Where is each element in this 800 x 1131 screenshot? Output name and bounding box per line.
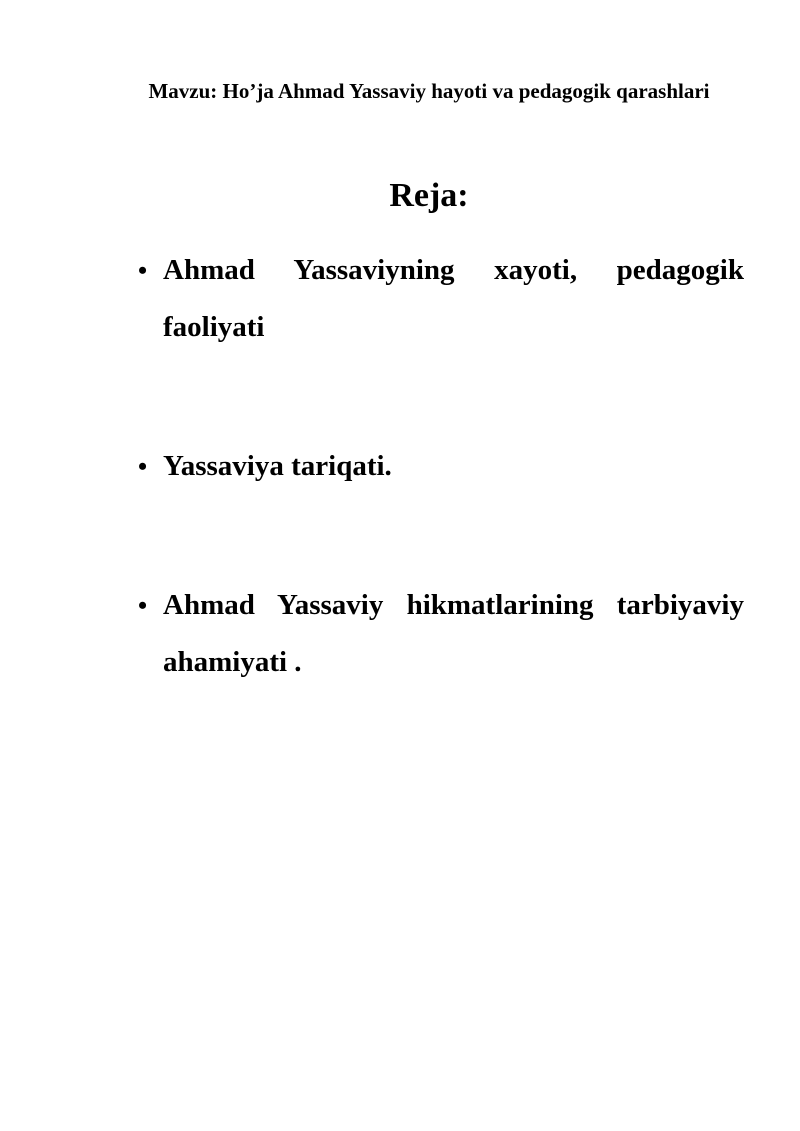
plan-list [134, 242, 744, 691]
list-item [134, 438, 744, 495]
bullet-icon: • [138, 256, 148, 285]
list-item-text: Yassaviya tariqati. [163, 450, 392, 482]
list-item [134, 577, 744, 691]
plan-title: Reja: [389, 177, 469, 214]
topic-heading: Mavzu: Ho’ja Ahmad Yassaviy hayoti va pedagogik qarashlari [148, 79, 710, 103]
bullet-icon: • [138, 591, 148, 620]
bullet-icon: • [138, 452, 148, 481]
list-item-text: Ahmad Yassaviyning xayoti, pedagogik faoliyati [163, 254, 744, 343]
list-item-text: Ahmad Yassaviy hikmatlarining tarbiyaviy ahamiyati . [163, 589, 744, 678]
list-item [134, 242, 744, 356]
